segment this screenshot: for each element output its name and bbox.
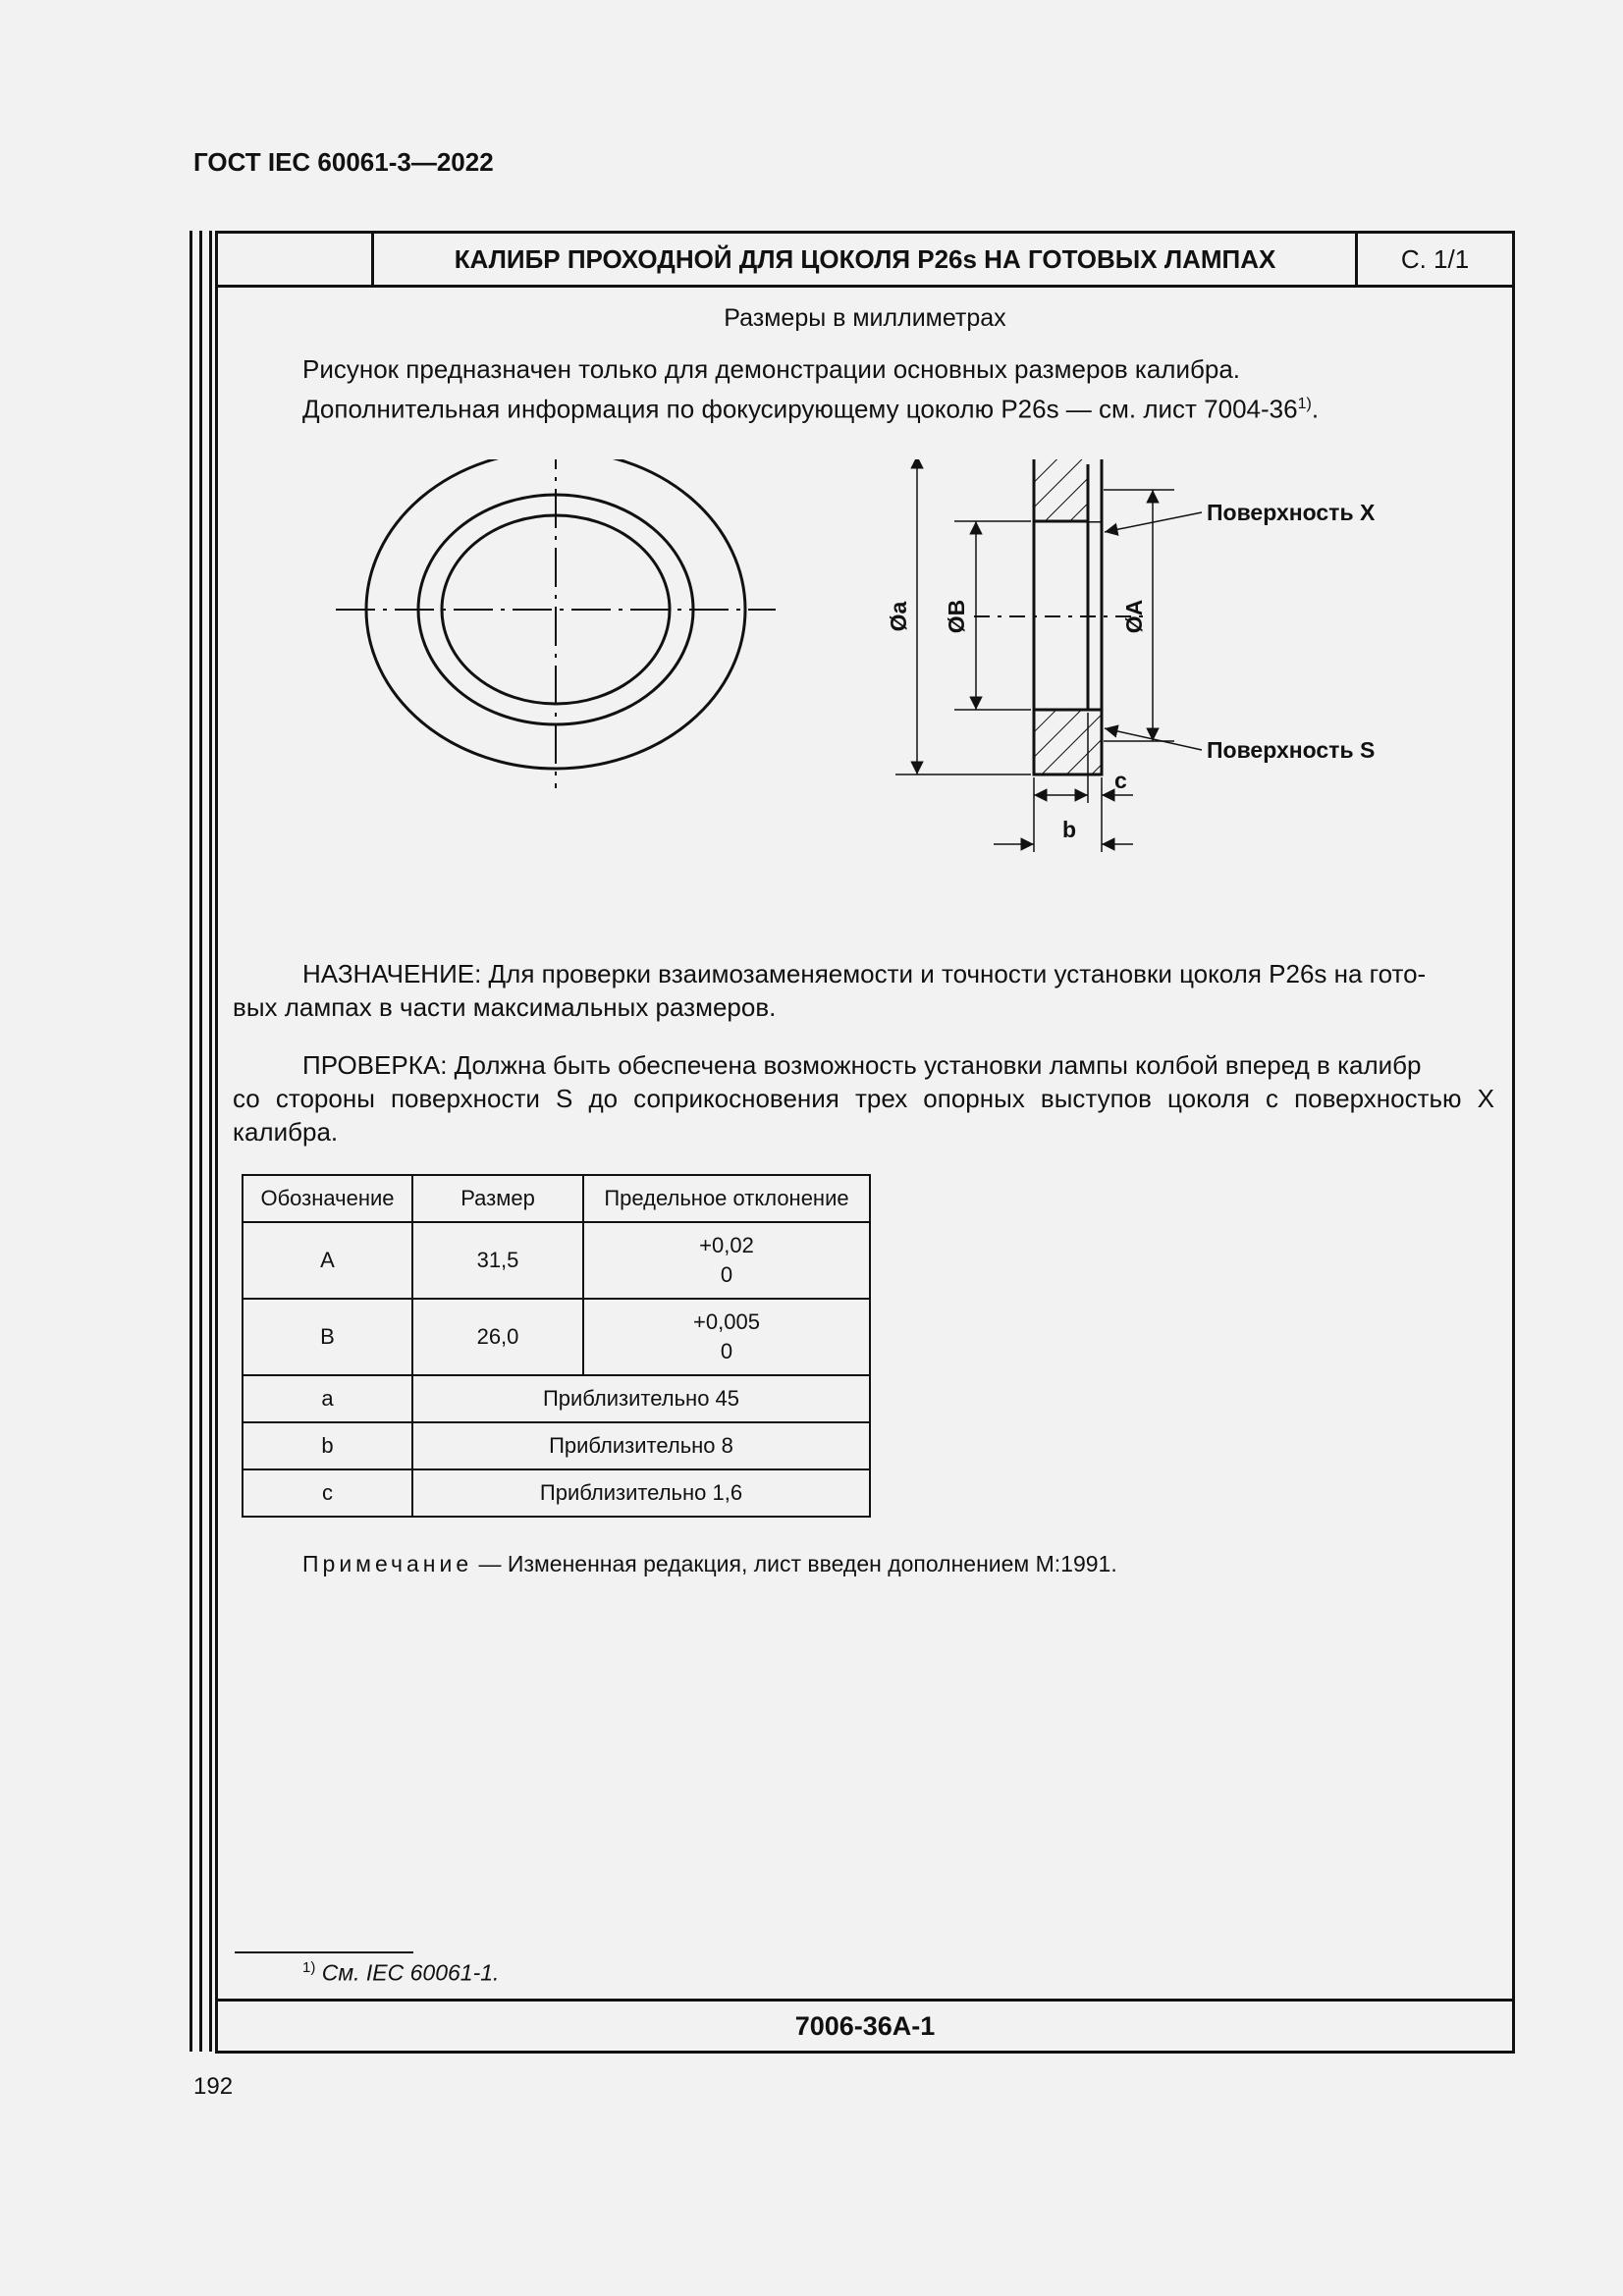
cell-tolerance: [583, 1222, 870, 1299]
intro-line-2: [302, 387, 1319, 427]
intro-line-2-text: Дополнительная информация по фокусирующему цоколю P26s — см. лист 7004-36: [302, 394, 1298, 424]
footnote-mark: 1): [302, 1959, 316, 1976]
footnote-text: См. IEC 60061-1.: [321, 1959, 500, 1986]
tolerance-upper: +0,02: [699, 1233, 754, 1257]
header-tolerance: Предельное отклонение: [583, 1175, 870, 1222]
cell-symbol: A: [243, 1222, 412, 1299]
label-dia-a: Øa: [886, 601, 911, 632]
sheet-page-label: С. 1/1: [1355, 234, 1512, 285]
cell-tolerance: [583, 1299, 870, 1375]
label-dia-A: ØA: [1121, 599, 1147, 634]
header-symbol: Обозначение: [243, 1175, 412, 1222]
label-b: b: [1062, 817, 1077, 842]
label-surface-x: Поверхность X: [1207, 500, 1376, 525]
purpose-paragraph: [233, 957, 1494, 1024]
label-surface-s: Поверхность S: [1207, 737, 1376, 763]
table-row: [243, 1469, 870, 1517]
section-lower-hatch: [1034, 710, 1102, 774]
units-caption: Размеры в миллиметрах: [724, 304, 1006, 332]
section-view: [895, 459, 1202, 852]
cell-approx: Приблизительно 1,6: [412, 1469, 870, 1517]
purpose-lead: НАЗНАЧЕНИЕ: Для проверки взаимозаменяемости и точности установки цоколя P26s на гото-: [302, 959, 1427, 988]
document-header: ГОСТ IEC 60061-3—2022: [193, 147, 494, 177]
binding-margin-lines: [189, 231, 213, 2052]
tolerance-lower: 0: [720, 1262, 733, 1287]
cell-symbol: b: [243, 1422, 412, 1469]
table-row: [243, 1422, 870, 1469]
check-lead: ПРОВЕРКА: Должна быть обеспечена возможность установки лампы колбой вперед в калибр: [302, 1050, 1422, 1080]
tolerance-lower: 0: [720, 1339, 733, 1363]
title-left-cell: [218, 234, 374, 285]
cell-size: 26,0: [412, 1299, 583, 1375]
footnote: [302, 1959, 499, 1987]
intro-line-1: Рисунок предназначен только для демонстрации основных размеров калибра.: [302, 354, 1241, 384]
note: [302, 1551, 1117, 1577]
footnote-ref[interactable]: 1): [1297, 396, 1312, 412]
note-label: Примечание: [302, 1551, 473, 1576]
table-header-row: [243, 1175, 870, 1222]
title-row: [218, 234, 1512, 288]
front-view: [336, 459, 776, 788]
cell-size: 31,5: [412, 1222, 583, 1299]
cell-symbol: c: [243, 1469, 412, 1517]
header-size: Размер: [412, 1175, 583, 1222]
tolerance-upper: +0,005: [693, 1309, 760, 1334]
check-rest: со стороны поверхности S до соприкосновения трех опорных выступов цоколя с поверхностью X калибра.: [233, 1084, 1494, 1147]
sheet-number: 7006-36A-1: [218, 1999, 1512, 2051]
footnote-rule: [235, 1951, 413, 1953]
sheet-frame: [215, 231, 1515, 2054]
intro-text: [302, 351, 1319, 427]
cell-approx: Приблизительно 45: [412, 1375, 870, 1422]
sheet-title: КАЛИБР ПРОХОДНОЙ ДЛЯ ЦОКОЛЯ P26s НА ГОТОВЫХ ЛАМПАХ: [454, 244, 1276, 274]
check-paragraph: [233, 1048, 1494, 1148]
label-dia-B: ØB: [944, 599, 969, 634]
note-text: — Измененная редакция, лист введен дополнением М:1991.: [472, 1551, 1117, 1576]
label-c: c: [1114, 768, 1127, 793]
cell-approx: Приблизительно 8: [412, 1422, 870, 1469]
table-row: [243, 1375, 870, 1422]
page-number: 192: [193, 2073, 234, 2100]
intro-line-2-end: .: [1311, 394, 1320, 424]
cell-symbol: B: [243, 1299, 412, 1375]
section-upper-step: [1088, 463, 1102, 521]
dimensions-table: [242, 1174, 871, 1518]
table-row: [243, 1222, 870, 1299]
purpose-rest: вых лампах в части максимальных размеров.: [233, 992, 777, 1022]
table-row: [243, 1299, 870, 1375]
cell-symbol: a: [243, 1375, 412, 1422]
